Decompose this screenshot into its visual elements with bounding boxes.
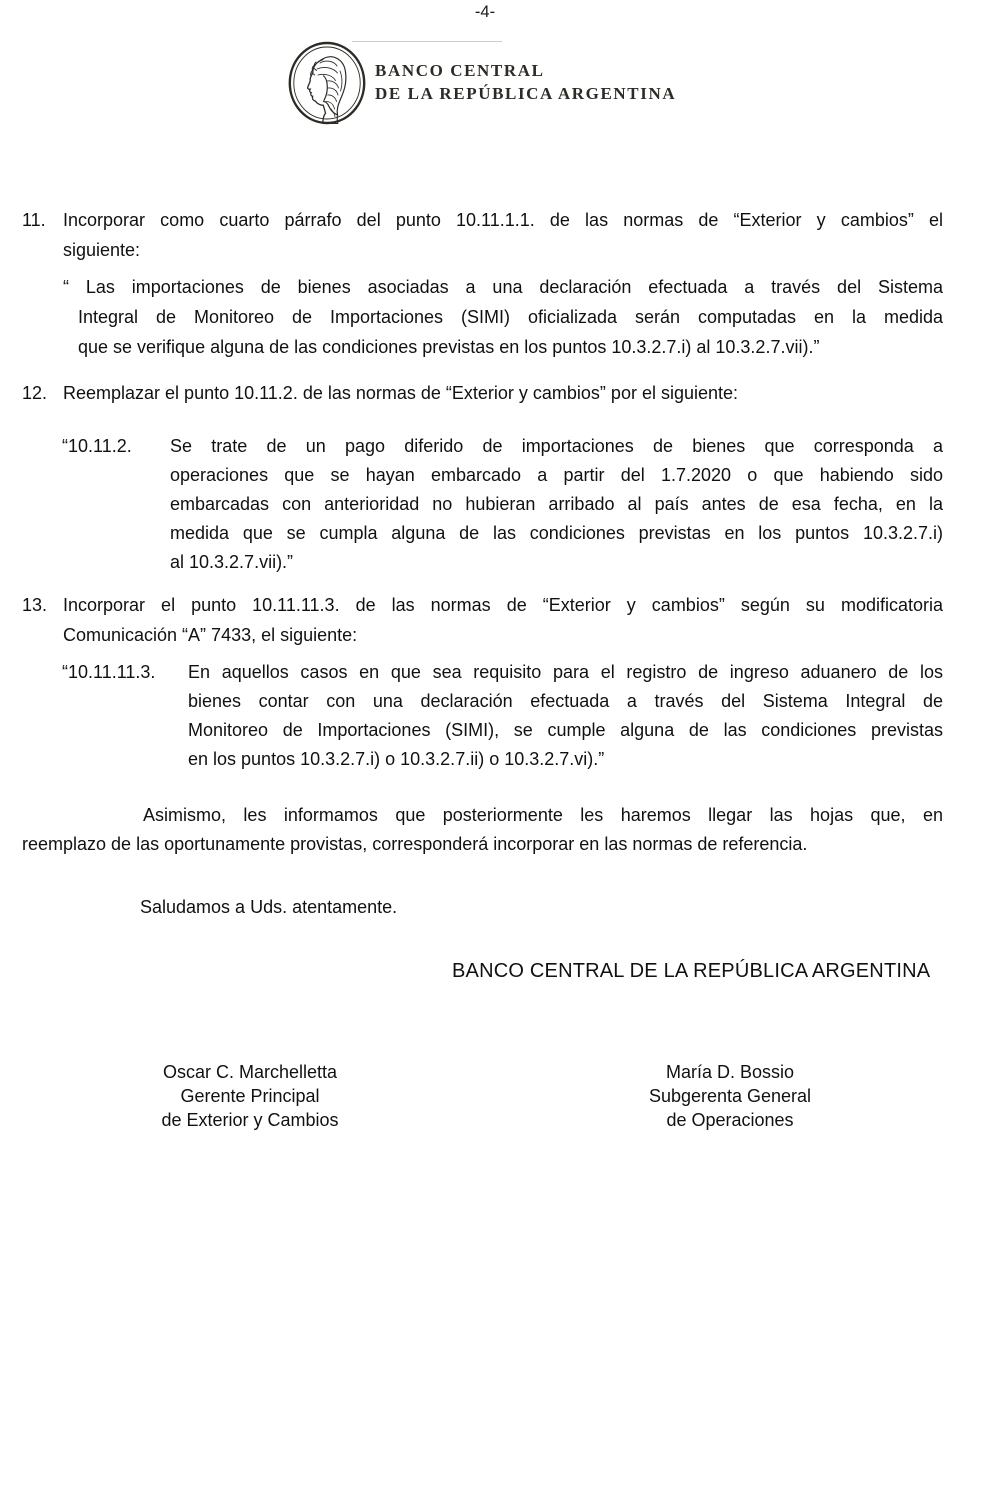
item-11-number: 11. [22,210,46,230]
text-line: al 10.3.2.7.vii).” [170,552,294,572]
text-line: Incorporar el punto 10.11.11.3. de las normas de “Exterior y cambios” según su modificatoria [63,595,943,615]
signatory-title: de Operaciones [666,1110,794,1130]
letterhead-bank-name-line1: BANCO CENTRAL [375,61,545,80]
page-number: -4- [474,3,496,21]
letterhead-rule [352,41,502,42]
item-12-number: 12. [22,383,48,403]
list-item-13 [22,590,943,650]
text-line: que se verifique alguna de las condiciones previstas en los puntos 10.3.2.7.i) al 10.3.2.7.vii).” [78,337,820,357]
item-11-quote [63,272,943,362]
text-line: operaciones que se hayan embarcado a partir del 1.7.2020 o que habiendo sido [170,465,943,485]
signatory-title: Gerente Principal [180,1086,320,1106]
text-line: bienes contar con una declaración efectuada a través del Sistema Integral de [188,691,943,711]
letterhead-bank-name-line2: DE LA REPÚBLICA ARGENTINA [375,84,677,103]
text-line: Monitoreo de Importaciones (SIMI), se cumple alguna de las condiciones previstas [188,720,943,740]
item-12-quote-label: “10.11.2. [62,436,132,456]
text-line: Comunicación “A” 7433, el siguiente: [63,625,358,645]
item-12-quote [62,432,943,577]
signatory-title: de Exterior y Cambios [161,1110,339,1130]
item-13-quote-label: “10.11.11.3. [62,662,156,682]
item-13-number: 13. [22,595,48,615]
text-line: Integral de Monitoreo de Importaciones (SIMI) oficializada serán computadas en la medida [78,307,943,327]
text-line: “ Las importaciones de bienes asociadas a una declaración efectuada a través del Sistema [63,277,943,297]
text-line: En aquellos casos en que sea requisito para el registro de ingreso aduanero de los [188,662,943,682]
text-line: medida que se cumpla alguna de las condiciones previstas en los puntos 10.3.2.7.i) [170,523,943,543]
signatory-name: Oscar C. Marchelletta [162,1062,338,1082]
text-line: Se trate de un pago diferido de importaciones de bienes que corresponda a [170,436,943,456]
text-line: Incorporar como cuarto párrafo del punto 10.11.1.1. de las normas de “Exterior y cambios” el [63,210,943,230]
text-line: embarcadas con anterioridad no hubieran arribado al país antes de esa fecha, en la [170,494,943,514]
bcra-seal-icon [287,41,367,125]
signature-block-right [590,1060,870,1132]
text-line: reemplazo de las oportunamente provistas, corresponderá incorporar en las normas de referencia. [22,834,808,854]
text-line: Asimismo, les informamos que posteriormente les haremos llegar las hojas que, en [143,805,943,825]
list-item-12 [22,379,943,408]
salutation: Saludamos a Uds. atentamente. [140,897,398,917]
text-line: en los puntos 10.3.2.7.i) o 10.3.2.7.ii) o 10.3.2.7.vi).” [188,749,605,769]
list-item-11 [22,205,943,265]
closing-paragraph [22,801,943,859]
organization-name: BANCO CENTRAL DE LA REPÚBLICA ARGENTINA [452,960,931,982]
text-line: Reemplazar el punto 10.11.2. de las normas de “Exterior y cambios” por el siguiente: [63,383,739,403]
signatory-title: Subgerenta General [648,1086,812,1106]
item-13-quote [62,658,943,774]
text-line: siguiente: [63,240,141,260]
signatory-name: María D. Bossio [665,1062,795,1082]
signature-block-left [110,1060,390,1132]
